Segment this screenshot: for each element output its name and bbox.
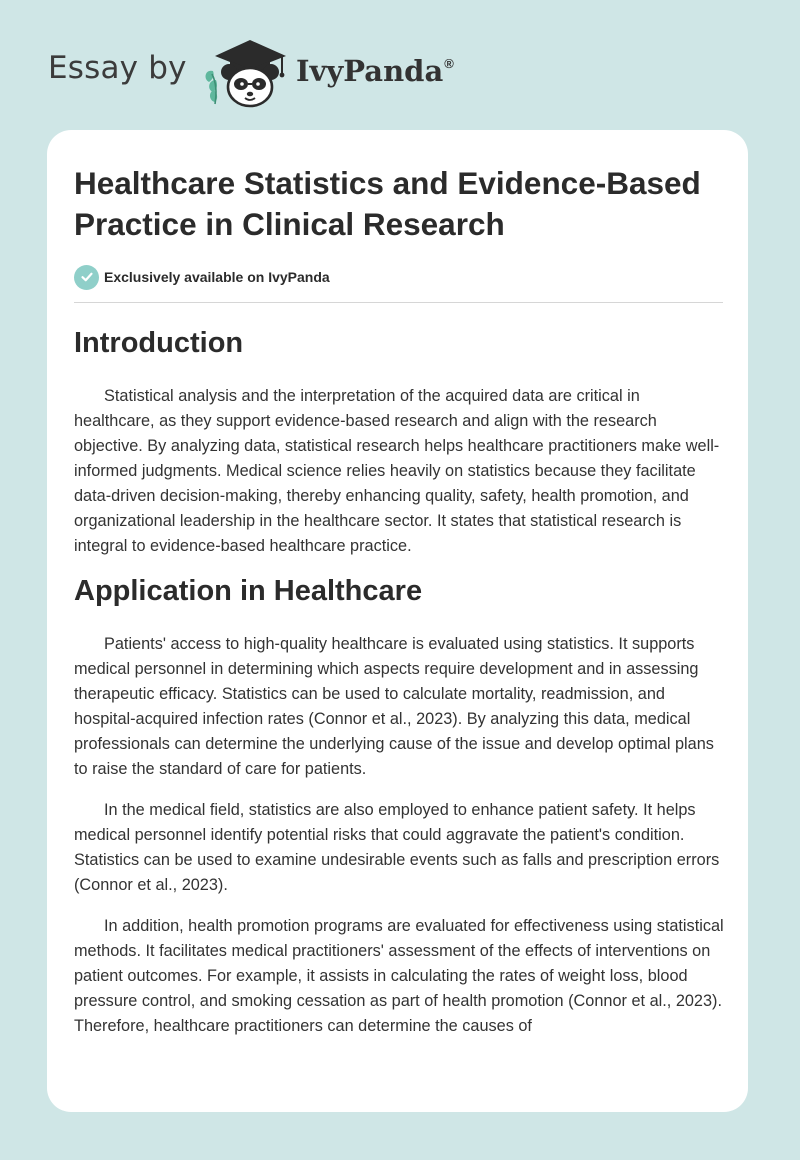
essay-title: Healthcare Statistics and Evidence-Based Practice in Clinical Research [74, 165, 701, 242]
divider [74, 302, 723, 303]
essay-by-label: Essay by [48, 50, 187, 86]
paragraph: In addition, health promotion programs are evaluated for effectiveness using statistical methods. It facilitates medical practitioners' assessment of the effects of interventions on patient outcomes. For example, it assists in calculating the rates of weight loss, blood pressure control, and smoking cessation as part of health promotion (Connor et al., 2023). Therefore, healthcare practitioners can determine the causes of [74, 917, 724, 1035]
registered-mark: ® [444, 56, 454, 71]
site-header [0, 0, 800, 130]
essay-card [47, 130, 748, 1112]
brand-wordmark[interactable] [296, 54, 454, 88]
exclusive-badge [74, 264, 330, 290]
essay-body [74, 323, 724, 1039]
paragraph: Patients' access to high-quality healthcare is evaluated using statistics. It supports medical personnel in determining which aspects require development and in assessing therapeutic efficacy. Statistics can be used to calculate mortality, readmission, and hospital-acquired infection rates (Connor et al., 2023). By analyzing this data, medical professionals can determine the underlying cause of the issue and develop optimal plans to raise the standard of care for patients. [74, 635, 714, 778]
paragraph: Statistical analysis and the interpretation of the acquired data are critical in healthcare, as they support evidence-based research and align with the research objective. By analyzing data, statistical research helps healthcare practitioners make well-informed judgments. Medical science relies heavily on statistics because they facilitate data-driven decision-making, thereby enhancing quality, safety, health promotion, and organizational leadership in the healthcare sector. It states that statistical research is integral to evidence-based healthcare practice. [74, 387, 720, 555]
panda-graduation-cap-logo-icon[interactable] [200, 34, 292, 110]
section-heading-introduction: Introduction [74, 327, 244, 359]
ivy-leaf-icon [206, 71, 218, 104]
brand-name: IvyPanda [296, 54, 444, 88]
check-badge-icon [74, 265, 99, 290]
section-heading-application: Application in Healthcare [74, 575, 423, 607]
exclusive-label: Exclusively available on IvyPanda [104, 269, 330, 285]
paragraph: In the medical field, statistics are also employed to enhance patient safety. It helps medical personnel identify potential risks that could aggravate the patient's condition. Statistics can be used to examine undesirable events such as falls and prescription errors (Connor et al., 2023). [74, 801, 720, 894]
